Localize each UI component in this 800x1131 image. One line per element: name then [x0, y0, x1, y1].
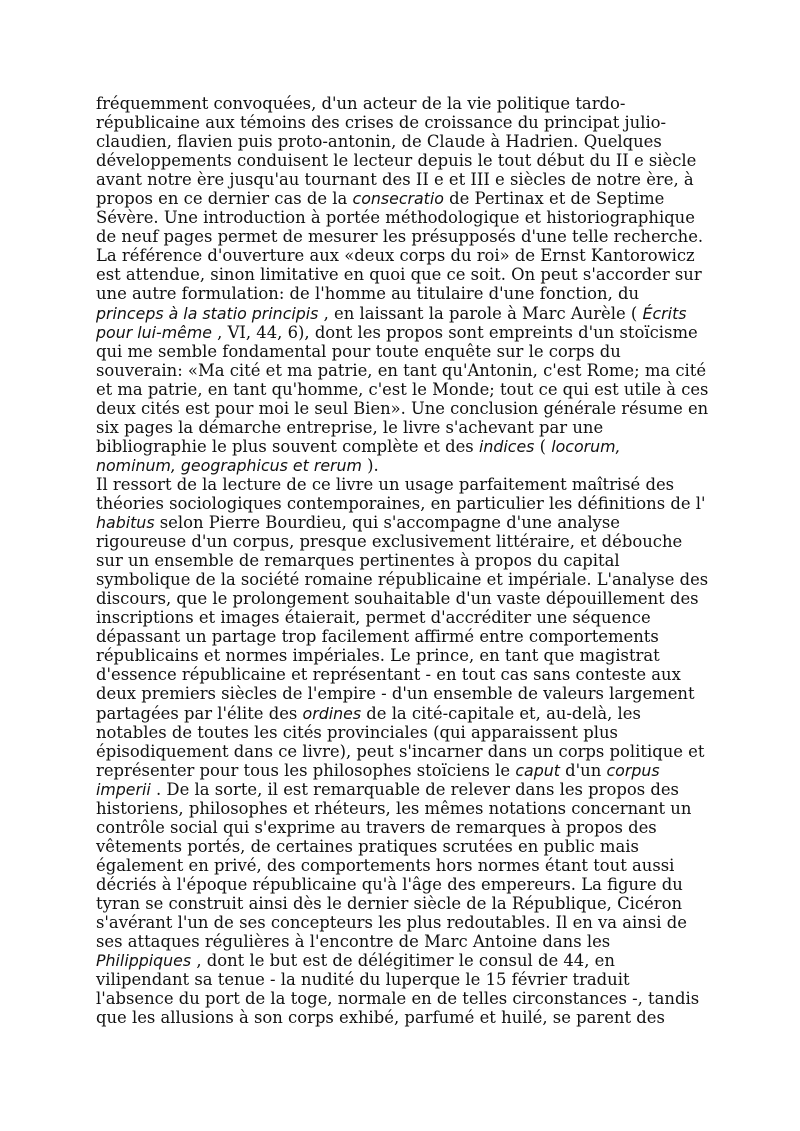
- text-segment: notables de toutes les cités provinciales (qui apparaissent plus: [96, 722, 618, 742]
- text-segment: partagées par l'élite des: [96, 703, 303, 723]
- text-line: [96, 837, 708, 856]
- text-segment: rigoureuse d'un corpus, presque exclusivement littéraire, et débouche: [96, 532, 683, 552]
- text-segment: souverain: «Ma cité et ma patrie, en tant qu'Antonin, c'est Rome; ma cité: [96, 360, 707, 380]
- text-segment: l'absence du port de la toge, normale en de telles circonstances -, tandis: [96, 989, 700, 1009]
- italic-text-segment: consecratio: [352, 189, 444, 209]
- text-line: [96, 780, 708, 799]
- text-line: [96, 494, 708, 513]
- italic-text-segment: pour lui-même: [96, 322, 212, 342]
- text-line: [96, 1008, 708, 1027]
- text-segment: est attendue, sinon limitative en quoi que ce soit. On peut s'accorder sur: [96, 265, 702, 285]
- text-line: [96, 761, 708, 780]
- text-line: [96, 170, 708, 189]
- text-segment: symbolique de la société romaine républicaine et impériale. L'analyse des: [96, 570, 709, 590]
- italic-text-segment: imperii: [96, 779, 151, 799]
- text-segment: vêtements portés, de certaines pratiques scrutées en public mais: [96, 836, 639, 856]
- text-line: [96, 361, 708, 380]
- text-segment: théories sociologiques contemporaines, en particulier les définitions de l': [96, 493, 706, 513]
- text-line: [96, 418, 708, 437]
- italic-text-segment: Écrits: [642, 303, 687, 323]
- text-segment: décriés à l'époque républicaine qu'à l'âge des empereurs. La figure du: [96, 874, 683, 894]
- italic-text-segment: princeps à la statio principis: [96, 303, 319, 323]
- text-segment: , dont le but est de délégitimer le consul de 44, en: [191, 951, 615, 971]
- text-segment: tyran se construit ainsi dès le dernier siècle de la République, Cicéron: [96, 893, 683, 913]
- text-line: [96, 875, 708, 894]
- text-line: [96, 551, 708, 570]
- italic-text-segment: locorum,: [551, 436, 621, 456]
- text-segment: deux cités est pour moi le seul Bien». Une conclusion générale résume en: [96, 398, 709, 418]
- text-segment: inscriptions et images étaierait, permet d'accréditer une séquence: [96, 608, 651, 628]
- text-line: [96, 913, 708, 932]
- text-segment: et ma patrie, en tant qu'homme, c'est le Monde; tout ce qui est utile à ces: [96, 379, 709, 399]
- text-segment: , VI, 44, 6), dont les propos sont empreints d'un stoïcisme: [211, 322, 698, 342]
- text-segment: fréquemment convoquées, d'un acteur de la vie politique tardo-: [96, 94, 626, 113]
- document-body: [96, 94, 708, 1027]
- text-line: [96, 208, 708, 227]
- text-segment: selon Pierre Bourdieu, qui s'accompagne d'une analyse: [154, 513, 620, 533]
- text-line: [96, 513, 708, 532]
- text-segment: représenter pour tous les philosophes stoïciens le: [96, 760, 516, 780]
- text-line: [96, 342, 708, 361]
- text-segment: contrôle social qui s'exprime au travers de remarques à propos des: [96, 817, 657, 837]
- text-line: [96, 723, 708, 742]
- text-segment: également en privé, des comportements hors normes étant tout aussi: [96, 855, 675, 875]
- text-line: [96, 970, 708, 989]
- text-segment: qui me semble fondamental pour toute enquête sur le corps du: [96, 341, 621, 361]
- text-line: [96, 627, 708, 646]
- text-segment: républicains et normes impériales. Le prince, en tant que magistrat: [96, 646, 660, 666]
- text-segment: dépassant un partage trop facilement affirmé entre comportements: [96, 627, 659, 647]
- text-segment: avant notre ère jusqu'au tournant des II e et III e siècles de notre ère, à: [96, 170, 694, 190]
- text-line: [96, 532, 708, 551]
- italic-text-segment: habitus: [96, 513, 155, 533]
- text-line: [96, 646, 708, 665]
- text-line: [96, 94, 708, 113]
- text-line: [96, 265, 708, 284]
- text-segment: sur un ensemble de remarques pertinentes à propos du capital: [96, 551, 620, 571]
- text-line: [96, 665, 708, 684]
- text-segment: Il ressort de la lecture de ce livre un usage parfaitement maîtrisé des: [96, 474, 675, 494]
- italic-text-segment: indices: [478, 436, 535, 456]
- text-line: [96, 475, 708, 494]
- text-segment: de neuf pages permet de mesurer les présupposés d'une telle recherche.: [96, 227, 704, 247]
- text-line: [96, 894, 708, 913]
- text-segment: que les allusions à son corps exhibé, parfumé et huilé, se parent des: [96, 1008, 665, 1028]
- text-segment: bibliographie le plus souvent complète et des: [96, 436, 479, 456]
- text-segment: épisodiquement dans ce livre), peut s'incarner dans un corps politique et: [96, 741, 705, 761]
- text-line: [96, 932, 708, 951]
- text-segment: propos en ce dernier cas de la: [96, 189, 353, 209]
- text-segment: La référence d'ouverture aux «deux corps du roi» de Ernst Kantorowicz: [96, 246, 695, 266]
- text-line: [96, 113, 708, 132]
- text-line: [96, 570, 709, 590]
- text-line: [96, 589, 708, 608]
- italic-text-segment: caput: [515, 760, 560, 780]
- text-segment: républicaine aux témoins des crises de croissance du principat julio-: [96, 113, 667, 133]
- text-line: [96, 323, 708, 342]
- text-line: [96, 684, 708, 703]
- text-line: [96, 818, 708, 837]
- text-line: [96, 437, 708, 456]
- text-segment: une autre formulation: de l'homme au titulaire d'une fonction, du: [96, 284, 640, 304]
- text-segment: ).: [361, 455, 379, 475]
- text-segment: d'essence républicaine et représentant - en tout cas sans conteste aux: [96, 665, 681, 685]
- italic-text-segment: nominum, geographicus et rerum: [96, 455, 362, 475]
- text-line: [96, 246, 708, 265]
- text-line: [96, 132, 708, 151]
- text-line: [96, 189, 708, 208]
- text-segment: développements conduisent le lecteur depuis le tout début du II e siècle: [96, 151, 697, 171]
- text-line: [96, 856, 708, 875]
- text-segment: vilipendant sa tenue - la nudité du luperque le 15 février traduit: [96, 970, 630, 990]
- text-line: [96, 151, 708, 170]
- text-line: [96, 989, 708, 1008]
- text-line: [96, 304, 708, 323]
- text-line: [96, 284, 708, 303]
- text-segment: de Pertinax et de Septime: [443, 189, 665, 209]
- text-line: [96, 704, 708, 723]
- italic-text-segment: ordines: [302, 703, 362, 723]
- text-line: [96, 227, 708, 246]
- text-line: [96, 608, 708, 627]
- text-segment: six pages la démarche entreprise, le livre s'achevant par une: [96, 417, 604, 437]
- text-segment: historiens, philosophes et rhéteurs, les mêmes notations concernant un: [96, 798, 692, 818]
- text-segment: , en laissant la parole à Marc Aurèle (: [318, 303, 643, 323]
- text-segment: deux premiers siècles de l'empire - d'un ensemble de valeurs largement: [96, 684, 695, 704]
- text-line: [96, 379, 709, 399]
- text-line: [96, 456, 708, 475]
- text-line: [96, 951, 708, 970]
- text-segment: Sévère. Une introduction à portée méthodologique et historiographique: [96, 208, 695, 228]
- italic-text-segment: corpus: [606, 760, 660, 780]
- text-line: [96, 398, 709, 418]
- text-line: [96, 742, 708, 761]
- text-segment: de la cité-capitale et, au-delà, les: [361, 703, 641, 723]
- text-line: [96, 799, 708, 818]
- text-segment: claudien, flavien puis proto-antonin, de Claude à Hadrien. Quelques: [96, 132, 662, 152]
- text-segment: (: [534, 436, 552, 456]
- text-segment: s'avérant l'un de ses concepteurs les plus redoutables. Il en va ainsi de: [96, 913, 687, 933]
- text-segment: ses attaques régulières à l'encontre de Marc Antoine dans les: [96, 932, 611, 952]
- text-segment: d'un: [559, 760, 607, 780]
- italic-text-segment: Philippiques: [96, 951, 192, 971]
- text-segment: . De la sorte, il est remarquable de relever dans les propos des: [150, 779, 679, 799]
- text-segment: discours, que le prolongement souhaitable d'un vaste dépouillement des: [96, 589, 699, 609]
